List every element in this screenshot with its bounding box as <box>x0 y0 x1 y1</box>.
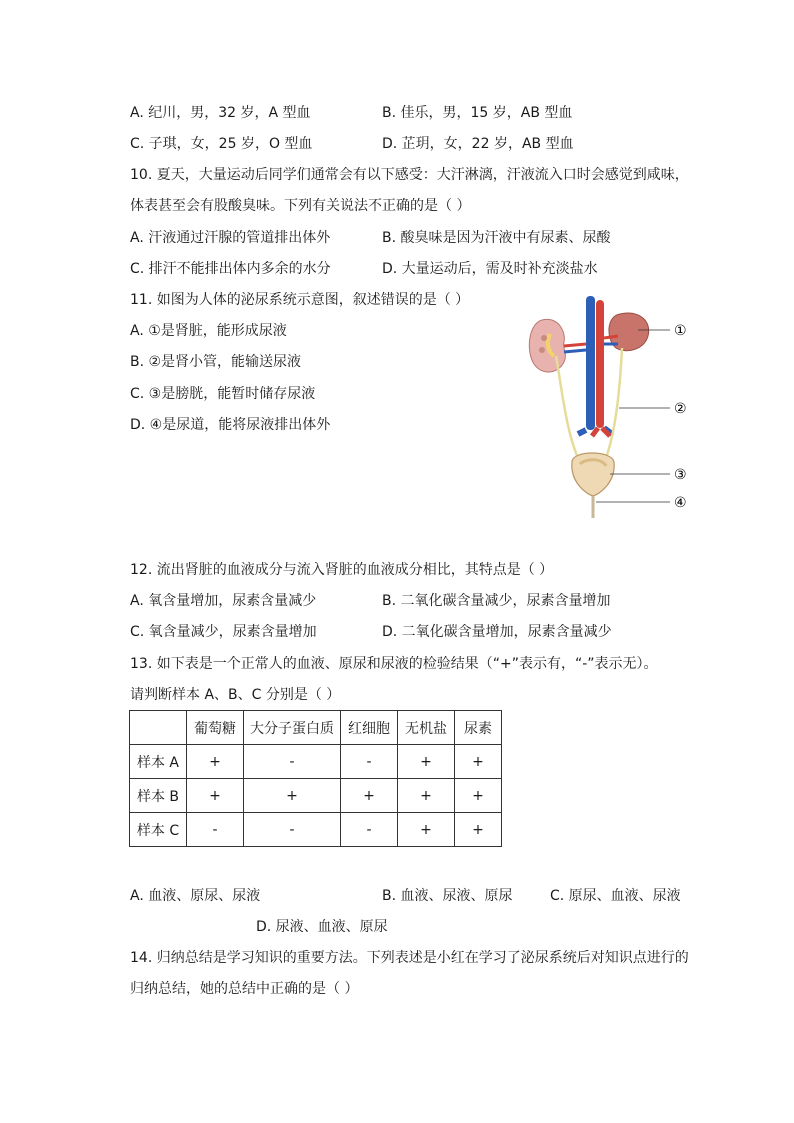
sample-table <box>129 710 502 847</box>
q12-option-c: C. 氧含量减少，尿素含量增加 <box>130 624 317 640</box>
q13-option-a: A. 血液、原尿、尿液 <box>130 888 261 904</box>
q12-stem: 12. 流出肾脏的血液成分与流入肾脏的血液成分相比，其特点是（ ） <box>130 562 554 578</box>
table-cell: + <box>455 779 502 813</box>
q11-option-a: A. ①是肾脏，能形成尿液 <box>130 323 287 339</box>
q10-option-b: B. 酸臭味是因为汗液中有尿素、尿酸 <box>382 230 611 246</box>
ureter-left <box>556 356 578 458</box>
q9-option-b: B. 佳乐，男，15 岁，AB 型血 <box>382 105 573 121</box>
table-header-cell: 无机盐 <box>398 711 455 745</box>
table-cell: + <box>244 779 341 813</box>
table-cell: + <box>187 745 244 779</box>
q14-stem-line1: 14. 归纳总结是学习知识的重要方法。下列表述是小红在学习了泌尿系统后对知识点进行的 <box>130 950 689 966</box>
q10-option-d: D. 大量运动后，需及时补充淡盐水 <box>382 261 598 277</box>
kidney-left-image <box>529 319 565 372</box>
vena-cava <box>586 296 595 430</box>
q9-option-a: A. 纪川，男，32 岁，A 型血 <box>130 105 311 121</box>
q11-stem: 11. 如图为人体的泌尿系统示意图，叙述错误的是（ ） <box>130 292 470 308</box>
q12-option-b: B. 二氧化碳含量减少，尿素含量增加 <box>382 593 611 609</box>
q14-stem-line2: 归纳总结，她的总结中正确的是（ ） <box>130 981 359 997</box>
q13-stem-line2: 请判断样本 A、B、C 分别是（ ） <box>130 687 341 703</box>
table-cell: 样本 A <box>130 745 187 779</box>
table-header-cell: 大分子蛋白质 <box>244 711 341 745</box>
ureter-right <box>606 348 622 458</box>
table-cell: + <box>187 779 244 813</box>
table-cell: + <box>398 813 455 847</box>
q9-option-d: D. 芷玥，女，22 岁，AB 型血 <box>382 136 574 152</box>
table-cell: - <box>341 813 398 847</box>
table-cell: 样本 B <box>130 779 187 813</box>
q11-option-b: B. ②是肾小管，能输送尿液 <box>130 354 302 370</box>
table-header-row <box>130 711 502 745</box>
table-header-cell: 红细胞 <box>341 711 398 745</box>
q10-stem-line2: 体表甚至会有股酸臭味。下列有关说法不正确的是（ ） <box>130 198 471 214</box>
q10-option-c: C. 排汗不能排出体内多余的水分 <box>130 261 331 277</box>
table-cell: + <box>341 779 398 813</box>
table-cell: + <box>455 745 502 779</box>
table-cell: + <box>455 813 502 847</box>
table-row <box>130 813 502 847</box>
table-cell: - <box>244 745 341 779</box>
table-row <box>130 745 502 779</box>
table-cell: - <box>341 745 398 779</box>
q13-stem-line1: 13. 如下表是一个正常人的血液、原尿和尿液的检验结果（“+”表示有，“-”表示无）。 <box>130 656 658 672</box>
table-row <box>130 779 502 813</box>
table-cell: 样本 C <box>130 813 187 847</box>
aorta <box>596 300 604 428</box>
q13-option-b: B. 血液、尿液、原尿 <box>382 888 513 904</box>
diagram-label-1: ① <box>674 323 687 339</box>
table-header-cell <box>130 711 187 745</box>
table-cell: + <box>398 745 455 779</box>
diagram-label-3: ③ <box>674 467 687 483</box>
q10-stem-line1: 10. 夏天，大量运动后同学们通常会有以下感受：大汗淋漓，汗液流入口时会感觉到咸味， <box>130 167 689 183</box>
table-header-cell: 尿素 <box>455 711 502 745</box>
q13-option-c: C. 原尿、血液、尿液 <box>550 888 681 904</box>
q10-option-a: A. 汗液通过汗腺的管道排出体外 <box>130 230 331 246</box>
q9-option-c: C. 子琪，女，25 岁，O 型血 <box>130 136 313 152</box>
q11-option-d: D. ④是尿道，能将尿液排出体外 <box>130 417 331 433</box>
diagram-label-2: ② <box>674 401 687 417</box>
table-cell: - <box>244 813 341 847</box>
diagram-label-4: ④ <box>674 495 687 511</box>
q12-option-a: A. 氧含量增加，尿素含量减少 <box>130 593 317 609</box>
table-header-cell: 葡萄糖 <box>187 711 244 745</box>
q12-option-d: D. 二氧化碳含量增加，尿素含量减少 <box>382 624 612 640</box>
table-cell: + <box>398 779 455 813</box>
q13-option-d: D. 尿液、血液、原尿 <box>256 919 388 935</box>
table-cell: - <box>187 813 244 847</box>
urinary-system-diagram <box>520 290 700 522</box>
q11-option-c: C. ③是膀胱，能暂时储存尿液 <box>130 386 316 402</box>
